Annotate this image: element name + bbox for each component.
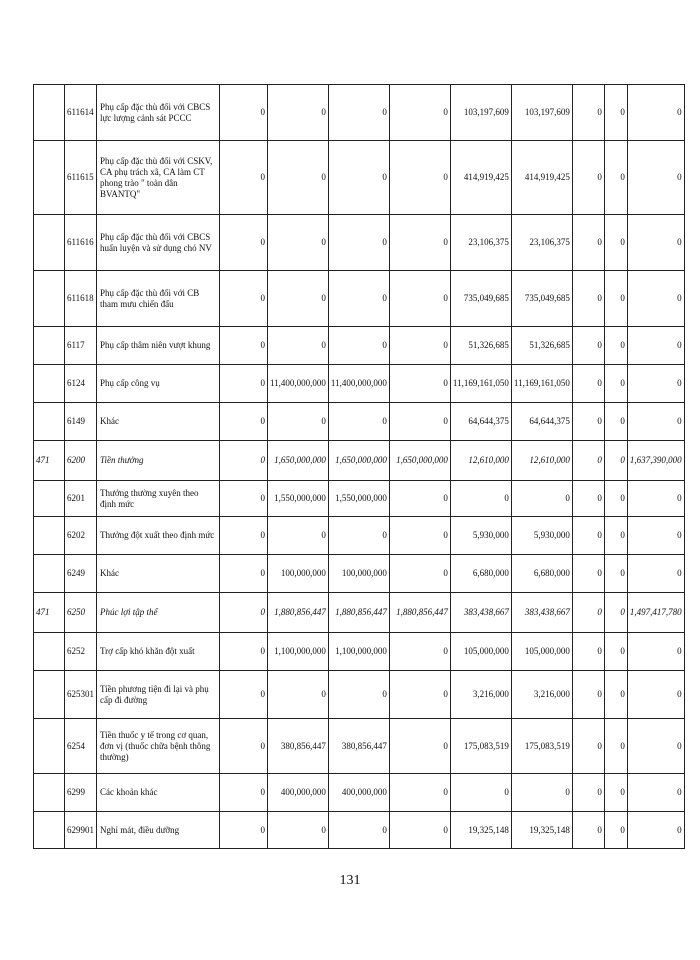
amount-cell: 11,169,161,050 — [511, 365, 572, 403]
table-row — [34, 481, 685, 517]
amount-cell: 380,856,447 — [328, 719, 389, 774]
amount-cell: 0 — [604, 141, 627, 215]
table-row — [34, 365, 685, 403]
amount-cell: 0 — [220, 85, 268, 141]
code-cell: 6252 — [65, 633, 97, 671]
description-cell: Phụ cấp thâm niên vượt khung — [97, 327, 220, 365]
amount-cell: 1,100,000,000 — [268, 633, 329, 671]
description-cell: Tiền phương tiện đi lại và phụ cấp đi đường — [97, 671, 220, 719]
amount-cell: 0 — [604, 593, 627, 633]
amount-cell: 23,106,375 — [511, 215, 572, 271]
amount-cell: 0 — [572, 327, 604, 365]
budget-table — [33, 84, 685, 849]
amount-cell: 0 — [389, 555, 450, 593]
amount-cell: 0 — [604, 812, 627, 849]
amount-cell: 0 — [572, 719, 604, 774]
amount-cell: 0 — [268, 327, 329, 365]
chapter-cell — [34, 481, 65, 517]
amount-cell: 5,930,000 — [511, 517, 572, 555]
description-cell: Nghỉ mát, điều dưỡng — [97, 812, 220, 849]
amount-cell: 1,497,417,780 — [627, 593, 684, 633]
description-cell: Phụ cấp công vụ — [97, 365, 220, 403]
amount-cell: 400,000,000 — [268, 774, 329, 812]
amount-cell: 51,326,685 — [450, 327, 511, 365]
amount-cell: 0 — [604, 271, 627, 327]
amount-cell: 0 — [389, 633, 450, 671]
amount-cell: 0 — [328, 403, 389, 441]
amount-cell: 1,880,856,447 — [328, 593, 389, 633]
code-cell: 611618 — [65, 271, 97, 327]
chapter-cell — [34, 555, 65, 593]
chapter-cell — [34, 365, 65, 403]
amount-cell: 0 — [572, 441, 604, 481]
chapter-cell — [34, 403, 65, 441]
code-cell: 6200 — [65, 441, 97, 481]
amount-cell: 1,550,000,000 — [268, 481, 329, 517]
amount-cell: 0 — [627, 812, 684, 849]
chapter-cell — [34, 671, 65, 719]
code-cell: 6124 — [65, 365, 97, 403]
description-cell: Phụ cấp đặc thù đối với CBCS huấn luyện và sử dụng chó NV — [97, 215, 220, 271]
table-row — [34, 633, 685, 671]
amount-cell: 0 — [604, 85, 627, 141]
table-row — [34, 593, 685, 633]
code-cell: 611614 — [65, 85, 97, 141]
amount-cell: 0 — [627, 85, 684, 141]
amount-cell: 0 — [389, 774, 450, 812]
amount-cell: 0 — [389, 141, 450, 215]
amount-cell: 0 — [268, 85, 329, 141]
amount-cell: 19,325,148 — [511, 812, 572, 849]
amount-cell: 19,325,148 — [450, 812, 511, 849]
amount-cell: 0 — [220, 671, 268, 719]
amount-cell: 0 — [604, 365, 627, 403]
amount-cell: 0 — [268, 671, 329, 719]
table-row — [34, 671, 685, 719]
amount-cell: 0 — [627, 365, 684, 403]
amount-cell: 0 — [389, 719, 450, 774]
amount-cell: 175,083,519 — [450, 719, 511, 774]
amount-cell: 383,438,667 — [450, 593, 511, 633]
chapter-cell: 471 — [34, 593, 65, 633]
description-cell: Tiền thưởng — [97, 441, 220, 481]
table-row — [34, 812, 685, 849]
amount-cell: 0 — [604, 403, 627, 441]
description-cell: Phụ cấp đặc thù đối với CBCS lực lượng cảnh sát PCCC — [97, 85, 220, 141]
amount-cell: 0 — [328, 141, 389, 215]
chapter-cell — [34, 215, 65, 271]
amount-cell: 51,326,685 — [511, 327, 572, 365]
amount-cell: 0 — [389, 215, 450, 271]
amount-cell: 0 — [328, 85, 389, 141]
amount-cell: 0 — [572, 141, 604, 215]
amount-cell: 0 — [511, 481, 572, 517]
amount-cell: 64,644,375 — [511, 403, 572, 441]
amount-cell: 0 — [604, 555, 627, 593]
amount-cell: 0 — [572, 85, 604, 141]
amount-cell: 0 — [220, 441, 268, 481]
amount-cell: 0 — [220, 403, 268, 441]
amount-cell: 0 — [572, 403, 604, 441]
amount-cell: 0 — [572, 812, 604, 849]
amount-cell: 0 — [220, 215, 268, 271]
chapter-cell — [34, 85, 65, 141]
amount-cell: 23,106,375 — [450, 215, 511, 271]
code-cell: 611615 — [65, 141, 97, 215]
amount-cell: 11,400,000,000 — [268, 365, 329, 403]
amount-cell: 0 — [268, 812, 329, 849]
description-cell: Tiền thuốc y tế trong cơ quan, đơn vị (thuốc chữa bệnh thông thường) — [97, 719, 220, 774]
amount-cell: 100,000,000 — [268, 555, 329, 593]
description-cell: Phụ cấp đặc thù đối với CB tham mưu chiến đấu — [97, 271, 220, 327]
code-cell: 6149 — [65, 403, 97, 441]
amount-cell: 0 — [268, 403, 329, 441]
amount-cell: 0 — [268, 215, 329, 271]
amount-cell: 0 — [268, 141, 329, 215]
amount-cell: 0 — [627, 403, 684, 441]
page-number: 131 — [339, 873, 361, 888]
amount-cell: 0 — [328, 215, 389, 271]
description-cell: Thưởng đột xuất theo định mức — [97, 517, 220, 555]
amount-cell: 414,919,425 — [450, 141, 511, 215]
amount-cell: 3,216,000 — [511, 671, 572, 719]
description-cell: Các khoản khác — [97, 774, 220, 812]
amount-cell: 735,049,685 — [511, 271, 572, 327]
amount-cell: 175,083,519 — [511, 719, 572, 774]
amount-cell: 0 — [328, 517, 389, 555]
amount-cell: 1,880,856,447 — [389, 593, 450, 633]
chapter-cell — [34, 327, 65, 365]
table-row — [34, 555, 685, 593]
table-row — [34, 85, 685, 141]
table-row — [34, 141, 685, 215]
amount-cell: 0 — [604, 671, 627, 719]
amount-cell: 0 — [220, 141, 268, 215]
amount-cell: 5,930,000 — [450, 517, 511, 555]
table-row — [34, 327, 685, 365]
code-cell: 611616 — [65, 215, 97, 271]
amount-cell: 0 — [268, 517, 329, 555]
amount-cell: 11,400,000,000 — [328, 365, 389, 403]
code-cell: 625301 — [65, 671, 97, 719]
amount-cell: 1,650,000,000 — [389, 441, 450, 481]
amount-cell: 0 — [627, 271, 684, 327]
description-cell: Phụ cấp đặc thù đối với CSKV, CA phụ trách xã, CA làm CT phong trào " toàn dân BVANTQ" — [97, 141, 220, 215]
amount-cell: 0 — [220, 555, 268, 593]
amount-cell: 0 — [328, 271, 389, 327]
description-cell: Trợ cấp khó khăn đột xuất — [97, 633, 220, 671]
amount-cell: 0 — [389, 403, 450, 441]
amount-cell: 0 — [450, 774, 511, 812]
amount-cell: 0 — [604, 517, 627, 555]
table-row — [34, 719, 685, 774]
amount-cell: 105,000,000 — [450, 633, 511, 671]
amount-cell: 0 — [627, 481, 684, 517]
table-row — [34, 517, 685, 555]
chapter-cell — [34, 633, 65, 671]
amount-cell: 400,000,000 — [328, 774, 389, 812]
amount-cell: 1,880,856,447 — [268, 593, 329, 633]
chapter-cell — [34, 271, 65, 327]
amount-cell: 0 — [627, 517, 684, 555]
amount-cell: 6,680,000 — [450, 555, 511, 593]
amount-cell: 0 — [220, 774, 268, 812]
amount-cell: 0 — [328, 327, 389, 365]
code-cell: 629901 — [65, 812, 97, 849]
amount-cell: 0 — [389, 671, 450, 719]
amount-cell: 0 — [220, 327, 268, 365]
amount-cell: 0 — [604, 633, 627, 671]
amount-cell: 0 — [220, 481, 268, 517]
amount-cell: 0 — [572, 517, 604, 555]
amount-cell: 1,637,390,000 — [627, 441, 684, 481]
code-cell: 6299 — [65, 774, 97, 812]
amount-cell: 0 — [572, 633, 604, 671]
description-cell: Khác — [97, 403, 220, 441]
amount-cell: 3,216,000 — [450, 671, 511, 719]
code-cell: 6254 — [65, 719, 97, 774]
table-row — [34, 215, 685, 271]
chapter-cell — [34, 517, 65, 555]
amount-cell: 0 — [572, 481, 604, 517]
amount-cell: 103,197,609 — [450, 85, 511, 141]
amount-cell: 0 — [572, 555, 604, 593]
amount-cell: 0 — [389, 271, 450, 327]
code-cell: 6201 — [65, 481, 97, 517]
amount-cell: 0 — [627, 774, 684, 812]
amount-cell: 380,856,447 — [268, 719, 329, 774]
amount-cell: 0 — [389, 812, 450, 849]
amount-cell: 12,610,000 — [511, 441, 572, 481]
code-cell: 6250 — [65, 593, 97, 633]
chapter-cell — [34, 812, 65, 849]
amount-cell: 0 — [604, 774, 627, 812]
amount-cell: 6,680,000 — [511, 555, 572, 593]
amount-cell: 0 — [389, 365, 450, 403]
amount-cell: 1,100,000,000 — [328, 633, 389, 671]
amount-cell: 735,049,685 — [450, 271, 511, 327]
amount-cell: 1,650,000,000 — [268, 441, 329, 481]
amount-cell: 0 — [389, 517, 450, 555]
chapter-cell: 471 — [34, 441, 65, 481]
amount-cell: 64,644,375 — [450, 403, 511, 441]
chapter-cell — [34, 774, 65, 812]
amount-cell: 0 — [328, 812, 389, 849]
amount-cell: 0 — [450, 481, 511, 517]
amount-cell: 12,610,000 — [450, 441, 511, 481]
amount-cell: 0 — [572, 271, 604, 327]
table-row — [34, 774, 685, 812]
amount-cell: 0 — [627, 555, 684, 593]
amount-cell: 414,919,425 — [511, 141, 572, 215]
amount-cell: 0 — [389, 327, 450, 365]
amount-cell: 0 — [220, 719, 268, 774]
amount-cell: 0 — [604, 481, 627, 517]
amount-cell: 0 — [220, 812, 268, 849]
amount-cell: 0 — [328, 671, 389, 719]
table-row — [34, 403, 685, 441]
amount-cell: 0 — [572, 671, 604, 719]
code-cell: 6117 — [65, 327, 97, 365]
amount-cell: 0 — [220, 365, 268, 403]
amount-cell: 0 — [268, 271, 329, 327]
amount-cell: 0 — [389, 85, 450, 141]
amount-cell: 0 — [220, 633, 268, 671]
amount-cell: 0 — [627, 141, 684, 215]
amount-cell: 0 — [220, 593, 268, 633]
amount-cell: 0 — [627, 215, 684, 271]
description-cell: Phúc lợi tập thể — [97, 593, 220, 633]
amount-cell: 0 — [572, 215, 604, 271]
description-cell: Thưởng thường xuyên theo định mức — [97, 481, 220, 517]
amount-cell: 0 — [220, 517, 268, 555]
amount-cell: 105,000,000 — [511, 633, 572, 671]
code-cell: 6249 — [65, 555, 97, 593]
amount-cell: 0 — [604, 441, 627, 481]
description-cell: Khác — [97, 555, 220, 593]
table-row — [34, 441, 685, 481]
amount-cell: 0 — [604, 719, 627, 774]
amount-cell: 0 — [389, 481, 450, 517]
amount-cell: 0 — [627, 719, 684, 774]
amount-cell: 383,438,667 — [511, 593, 572, 633]
amount-cell: 11,169,161,050 — [450, 365, 511, 403]
amount-cell: 0 — [604, 215, 627, 271]
amount-cell: 0 — [627, 671, 684, 719]
amount-cell: 1,650,000,000 — [328, 441, 389, 481]
amount-cell: 0 — [220, 271, 268, 327]
amount-cell: 0 — [627, 633, 684, 671]
amount-cell: 100,000,000 — [328, 555, 389, 593]
chapter-cell — [34, 719, 65, 774]
amount-cell: 0 — [627, 327, 684, 365]
chapter-cell — [34, 141, 65, 215]
amount-cell: 0 — [572, 774, 604, 812]
code-cell: 6202 — [65, 517, 97, 555]
amount-cell: 1,550,000,000 — [328, 481, 389, 517]
amount-cell: 103,197,609 — [511, 85, 572, 141]
amount-cell: 0 — [572, 365, 604, 403]
table-row — [34, 271, 685, 327]
amount-cell: 0 — [604, 327, 627, 365]
amount-cell: 0 — [572, 593, 604, 633]
amount-cell: 0 — [511, 774, 572, 812]
